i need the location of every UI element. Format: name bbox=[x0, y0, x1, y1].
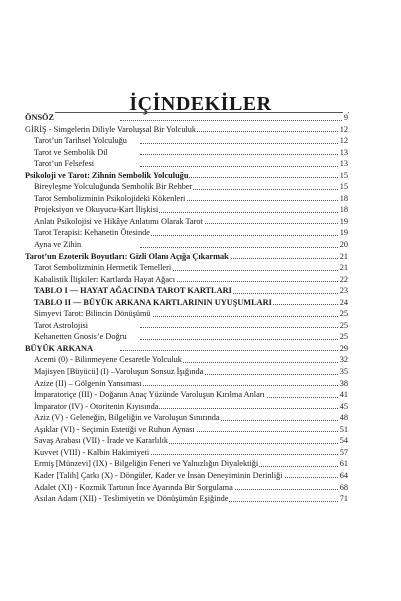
toc-page-number: 32 bbox=[339, 355, 348, 365]
toc-page-number: 25 bbox=[339, 320, 348, 330]
dot-leader bbox=[140, 154, 346, 155]
toc-entry bbox=[0, 412, 401, 424]
toc-entry-title: Psikoloji ve Tarot: Zihnin Sembolik Yolculuğu bbox=[25, 170, 189, 180]
toc-page-number: 15 bbox=[339, 170, 348, 180]
toc-entry-title: Ayna ve Zihin bbox=[34, 240, 82, 250]
toc-entry bbox=[0, 193, 401, 205]
toc-entry bbox=[0, 458, 401, 470]
toc-entry-title: Savaş Arabası (VII) - İrade ve Kararlılık bbox=[34, 436, 169, 446]
dot-leader bbox=[140, 247, 346, 248]
toc-page-number: 23 bbox=[339, 286, 348, 296]
dot-leader bbox=[140, 235, 346, 236]
toc-entry bbox=[0, 112, 401, 124]
toc-entry-title: Aziz (V) - Geleneğin, Bilgeliğin ve Varoluşun Sınırında bbox=[34, 413, 220, 423]
dot-leader bbox=[140, 166, 346, 167]
toc-entry-title: Tarot’un Tarihsel Yolculuğu bbox=[34, 136, 127, 146]
toc-entry bbox=[0, 447, 401, 459]
toc-page-number: 71 bbox=[339, 494, 348, 504]
dot-leader bbox=[140, 385, 346, 386]
page-title: İÇİNDEKİLER bbox=[129, 93, 272, 115]
toc-entry-title: Anlatı Psikolojisi ve Hikâye Anlatımı Olarak Tarot bbox=[34, 216, 203, 226]
dot-leader bbox=[140, 143, 346, 144]
toc-entry bbox=[0, 239, 401, 251]
toc-page-number: 25 bbox=[339, 309, 348, 319]
toc-entry bbox=[0, 470, 401, 482]
dot-leader bbox=[140, 408, 346, 409]
toc-entry-title: İmparatoriçe (III) - Doğanın Anaç Yüzünde Varoluşun Kırılma Anları bbox=[34, 390, 265, 400]
toc-page-number: 38 bbox=[339, 378, 348, 388]
toc-entry-title: Acemi (0) - Bilinmeyene Cesaretle Yolculuk bbox=[34, 355, 182, 365]
toc-entry bbox=[0, 378, 401, 390]
toc-entry-title: Kabalistik İlişkiler: Kartlarda Hayat Ağacı bbox=[34, 274, 175, 284]
toc-page-number: 24 bbox=[339, 297, 348, 307]
toc-entry bbox=[0, 216, 401, 228]
toc-entry-title: Tarot’un Felsefesi bbox=[34, 159, 95, 169]
toc-entry-title: Tarot Sembolizminin Psikolojideki Kökenleri bbox=[34, 193, 186, 203]
toc-entry-title: Simyevi Tarot: Bilincin Dönüşümü bbox=[34, 309, 151, 319]
toc-page-number: 48 bbox=[339, 413, 348, 423]
toc-entry bbox=[0, 389, 401, 401]
toc-entry bbox=[0, 297, 401, 309]
dot-leader bbox=[140, 327, 346, 328]
toc-entry bbox=[0, 135, 401, 147]
toc-page-number: 18 bbox=[339, 205, 348, 215]
toc-page-number: 25 bbox=[339, 332, 348, 342]
dot-leader bbox=[140, 212, 346, 213]
toc-page-number: 12 bbox=[339, 124, 348, 134]
toc-page-number: 29 bbox=[339, 343, 348, 353]
toc-entry-title: Tarot Terapisi: Kehanetin Ötesinde bbox=[34, 228, 150, 238]
toc-entry bbox=[0, 331, 401, 343]
toc-page-number: 19 bbox=[339, 228, 348, 238]
toc-entry-title: BÜYÜK ARKANA bbox=[25, 343, 93, 353]
toc-entry-title: Tarot ve Sembolik Dil bbox=[34, 147, 108, 157]
toc-entry bbox=[0, 170, 401, 182]
toc-entry bbox=[0, 401, 401, 413]
toc-entry bbox=[0, 424, 401, 436]
dot-leader bbox=[120, 120, 346, 121]
dot-leader bbox=[120, 350, 346, 351]
toc-entry-title: TABLO II — BÜYÜK ARKANA KARTLARININ UYUŞUMLARI bbox=[34, 297, 272, 307]
toc-list bbox=[0, 112, 401, 505]
toc-page-number: 13 bbox=[339, 147, 348, 157]
toc-entry bbox=[0, 274, 401, 286]
toc-entry bbox=[0, 320, 401, 332]
toc-entry-title: Bireyleşme Yolculuğunda Sembolik Bir Rehber bbox=[34, 182, 193, 192]
toc-page-number: 41 bbox=[339, 390, 348, 400]
toc-entry-title: Azize (II) – Gölgenin Yansıması bbox=[34, 378, 142, 388]
toc-page-number: 15 bbox=[339, 182, 348, 192]
toc-page-number: 22 bbox=[339, 274, 348, 284]
toc-entry-title: Ermiş [Münzevi] (IX) - Bilgeliğin Feneri ve Yalnızlığın Diyalektiği bbox=[34, 459, 259, 469]
top-rule bbox=[25, 112, 349, 113]
toc-page-number: 20 bbox=[339, 240, 348, 250]
toc-entry bbox=[0, 285, 401, 297]
toc-entry bbox=[0, 493, 401, 505]
toc-page-number: 21 bbox=[339, 263, 348, 273]
toc-entry-title: Kehanetten Gnosis’e Doğru bbox=[34, 332, 127, 342]
toc-page-number: 9 bbox=[343, 113, 348, 122]
toc-page-number: 57 bbox=[339, 447, 348, 457]
toc-entry bbox=[0, 262, 401, 274]
toc-entry bbox=[0, 308, 401, 320]
toc-page-number: 19 bbox=[339, 216, 348, 226]
toc-entry-title: Aşıklar (VI) - Seçimin Estetiği ve Ruhun Aynası bbox=[34, 424, 195, 434]
toc-entry-title: TABLO I — HAYAT AĞACINDA TAROT KARTLARI bbox=[34, 286, 232, 296]
toc-page-number: 12 bbox=[339, 136, 348, 146]
toc-entry bbox=[0, 366, 401, 378]
toc-entry-title: Asılan Adam (XII) - Teslimiyetin ve Dönüşümün Eşiğinde bbox=[34, 494, 229, 504]
toc-entry bbox=[0, 158, 401, 170]
toc-page-number: 18 bbox=[339, 193, 348, 203]
toc-entry-title: Tarot Sembolizminin Hermetik Temelleri bbox=[34, 263, 172, 273]
toc-entry bbox=[0, 354, 401, 366]
toc-page-number: 51 bbox=[339, 424, 348, 434]
toc-entry bbox=[0, 204, 401, 216]
toc-page-number: 64 bbox=[339, 470, 348, 480]
toc-page-number: 45 bbox=[339, 401, 348, 411]
toc-entry bbox=[0, 343, 401, 355]
dot-leader bbox=[140, 454, 346, 455]
toc-entry-title: Kader [Talih] Çarkı (X) - Döngüler, Kader ve İnsan Deneyiminin Derinliği bbox=[34, 470, 283, 480]
toc-entry-title: Tarot’un Ezoterik Boyutları: Gizli Olanı Açığa Çıkarmak bbox=[25, 251, 229, 261]
toc-entry-title: Adalet (XI) - Kozmik Tartının İnce Ayarında Bir Sorgulama bbox=[34, 482, 233, 492]
dot-leader bbox=[140, 339, 346, 340]
toc-entry-title: Kuvvet (VIII) - Kalbin Hakimiyeti bbox=[34, 447, 150, 457]
toc-page-number: 68 bbox=[339, 482, 348, 492]
toc-page-number: 13 bbox=[339, 159, 348, 169]
toc-entry bbox=[0, 482, 401, 494]
toc-page-number: 21 bbox=[339, 251, 348, 261]
toc-entry-title: Majisyen [Büyücü] (I) –Varoluşun Sonsuz İşığında bbox=[34, 367, 204, 377]
toc-entry bbox=[0, 251, 401, 263]
toc-page-number: 61 bbox=[339, 459, 348, 469]
toc-entry bbox=[0, 435, 401, 447]
toc-entry-title: Projeksiyon ve Okuyucu-Kart İlişkisi bbox=[34, 205, 159, 215]
toc-entry bbox=[0, 227, 401, 239]
toc-entry-title: Tarot Astrolojisi bbox=[34, 320, 89, 330]
toc-entry-title: İmparator (IV) - Otoritenin Kıyısında bbox=[34, 401, 159, 411]
dot-leader bbox=[140, 443, 346, 444]
toc-entry bbox=[0, 147, 401, 159]
dot-leader bbox=[140, 316, 346, 317]
toc-entry bbox=[0, 181, 401, 193]
toc-page-number: 35 bbox=[339, 367, 348, 377]
toc-page-number: 54 bbox=[339, 436, 348, 446]
toc-entry-title: ÖNSÖZ bbox=[25, 113, 55, 122]
toc-entry bbox=[0, 124, 401, 136]
toc-entry-title: GİRİŞ - Simgelerin Diliyle Varoluşsal Bir Yolculuk bbox=[25, 124, 197, 134]
